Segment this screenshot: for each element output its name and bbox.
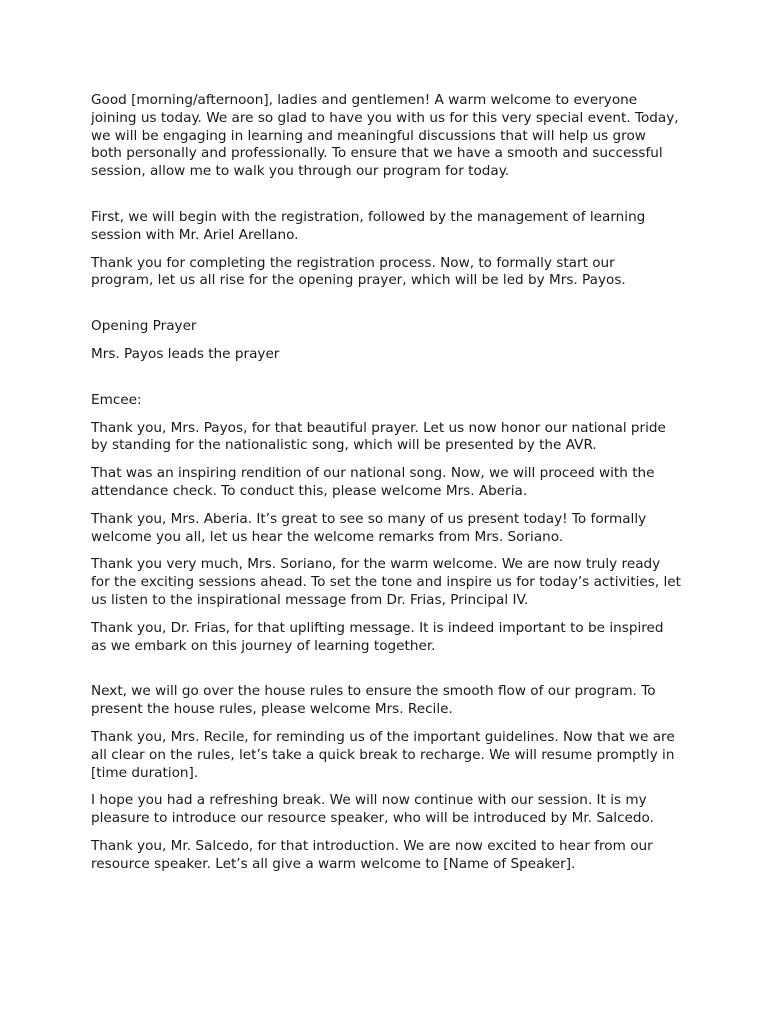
- welcome-remarks-paragraph: Thank you, Mrs. Aberia. It’s great to see so many of us present today! To formally welcome you all, let us hear the welcome remarks from Mrs. Soriano.: [91, 510, 647, 545]
- break-paragraph: Thank you, Mrs. Recile, for reminding us of the important guidelines. Now that we are all clear on the rules, let’s take a quick break to recharge. We will resume promptly in [time duration].: [91, 728, 675, 781]
- house-rules-paragraph: Next, we will go over the house rules to ensure the smooth flow of our program. To present the house rules, please welcome Mrs. Recile.: [91, 683, 656, 718]
- intro-paragraph: Good [morning/afternoon], ladies and gentlemen! A warm welcome to everyone joining us today. We are so glad to have you with us for this very special event. Today, we will be engaging in learning and meaningful discussions that will help us grow both personally and professionally. To ensure that we have a smooth and successful session, allow me to walk you through our program for today.: [91, 92, 679, 180]
- national-song-paragraph: Thank you, Mrs. Payos, for that beautiful prayer. Let us now honor our national pride by standing for the nationalistic song, which will be presented by the AVR.: [91, 419, 666, 454]
- speaker-welcome-paragraph: Thank you, Mr. Salcedo, for that introduction. We are now excited to hear from our resource speaker. Let’s all give a warm welcome to [Name of Speaker].: [91, 837, 653, 872]
- thanks-principal-paragraph: Thank you, Dr. Frias, for that uplifting message. It is indeed important to be inspired as we embark on this journey of learning together.: [91, 619, 664, 654]
- emcee-label: Emcee:: [91, 391, 142, 408]
- inspirational-message-paragraph: Thank you very much, Mrs. Soriano, for the warm welcome. We are now truly ready for the exciting sessions ahead. To set the tone and inspire us for today’s activities, let us listen to the inspirational message from Dr. Frias, Principal IV.: [91, 556, 681, 608]
- opening-prayer-heading: Opening Prayer: [91, 318, 197, 335]
- attendance-paragraph: That was an inspiring rendition of our national song. Now, we will proceed with the attendance check. To conduct this, please welcome Mrs. Aberia.: [91, 465, 655, 499]
- program-overview-paragraph: First, we will begin with the registration, followed by the management of learning session with Mr. Ariel Arellano.: [91, 208, 646, 243]
- prayer-note: Mrs. Payos leads the prayer: [91, 345, 280, 362]
- registration-paragraph: Thank you for completing the registration process. Now, to formally start our program, let us all rise for the opening prayer, which will be led by Mrs. Payos.: [91, 254, 626, 289]
- resume-session-paragraph: I hope you had a refreshing break. We will now continue with our session. It is my pleasure to introduce our resource speaker, who will be introduced by Mr. Salcedo.: [91, 792, 654, 827]
- document-body: [91, 92, 681, 884]
